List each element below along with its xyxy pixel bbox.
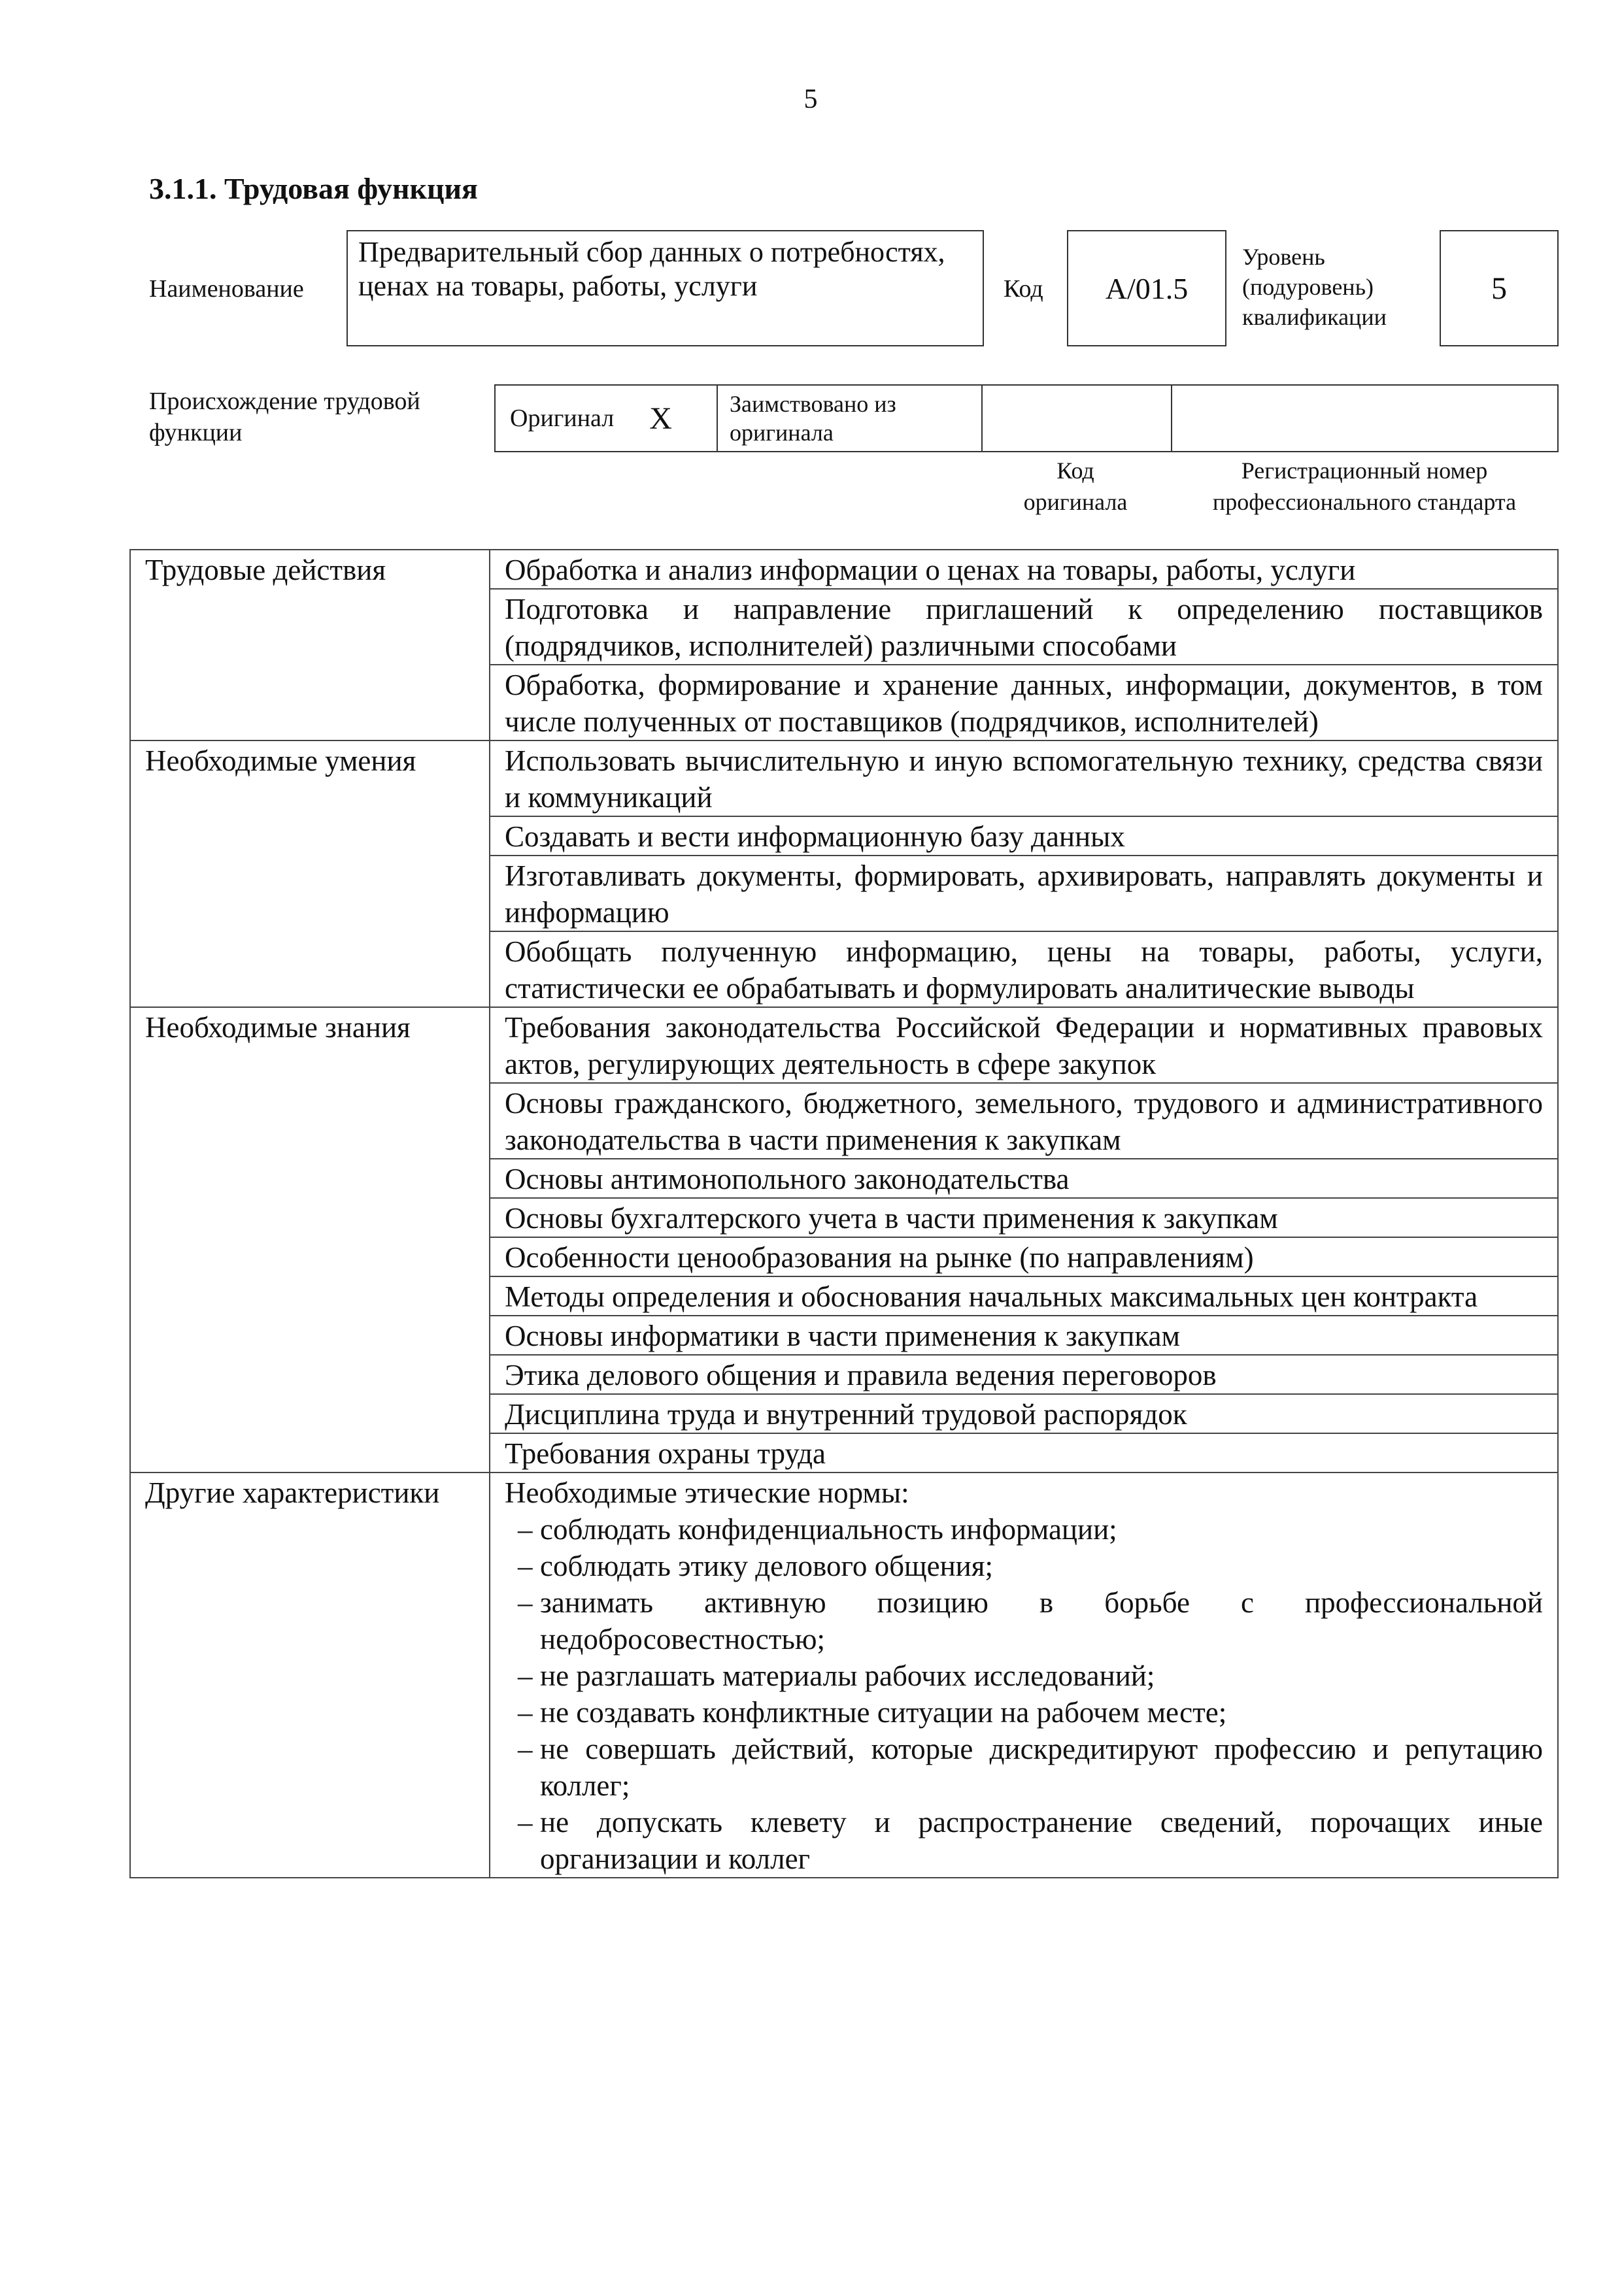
item-cell: Обобщать полученную информацию, цены на товары, работы, услуги, статистически ее обрабатывать и формулировать аналитические выводы [490,931,1558,1007]
level-label-line: Уровень [1242,244,1325,270]
ethics-intro: Необходимые этические нормы: [505,1476,909,1509]
section-title: 3.1.1. Трудовая функция [149,172,478,205]
list-item-text: занимать активную позицию в борьбе с профессиональной недобросовестностью; [540,1586,1543,1655]
origin-borrowed-cell: Заимствовано из оригинала [718,386,983,451]
caption-line: Код [1056,458,1094,484]
item-cell: Использовать вычислительную и иную вспомогательную технику, средства связи и коммуникаций [490,740,1558,816]
list-item [505,1804,1543,1877]
item-cell: Основы бухгалтерского учета в части применения к закупкам [490,1198,1558,1237]
dash-bullet-icon: – [518,1513,533,1546]
dash-bullet-icon: – [518,1586,533,1619]
list-item-text: соблюдать конфиденциальность информации; [540,1513,1117,1546]
item-cell: Обработка и анализ информации о ценах на товары, работы, услуги [490,550,1558,589]
item-cell: Дисциплина труда и внутренний трудовой распорядок [490,1394,1558,1433]
item-cell: Требования охраны труда [490,1433,1558,1472]
item-cell: Основы гражданского, бюджетного, земельного, трудового и административного законодательства в части применения к закупкам [490,1083,1558,1159]
list-item [505,1694,1543,1731]
section-title-cell: Трудовые действия [130,550,490,740]
item-cell: Требования законодательства Российской Федерации и нормативных правовых актов, регулирующих деятельность в сфере закупок [490,1007,1558,1083]
list-item [505,1657,1543,1694]
item-cell: Обработка, формирование и хранение данных, информации, документов, в том числе полученных от поставщиков (подрядчиков, исполнителей) [490,665,1558,740]
item-cell: Подготовка и направление приглашений к определению поставщиков (подрядчиков, исполнителей) различными способами [490,589,1558,665]
origin-original-cell [496,386,718,451]
name-value-box: Предварительный сбор данных о потребностях, ценах на товары, работы, услуги [346,230,984,346]
origin-reg-caption [1170,455,1559,518]
page-number: 5 [803,84,818,114]
item-cell: Основы антимонопольного законодательства [490,1159,1558,1198]
level-value-box: 5 [1440,230,1559,346]
item-cell: Изготавливать документы, формировать, архивировать, направлять документы и информацию [490,856,1558,931]
list-item-text: не допускать клевету и распространение сведений, порочащих иные организации и коллег [540,1806,1543,1875]
dash-bullet-icon: – [518,1806,533,1838]
table-row [130,740,1558,816]
dash-bullet-icon: – [518,1550,533,1582]
list-item-text: соблюдать этику делового общения; [540,1550,993,1582]
caption-line: оригинала [1023,489,1128,515]
table-row [130,1472,1558,1878]
dash-bullet-icon: – [518,1733,533,1765]
name-label: Наименование [149,275,304,303]
list-item-text: не создавать конфликтные ситуации на рабочем месте; [540,1696,1227,1729]
list-item [505,1511,1543,1548]
function-details-table [129,549,1559,1878]
origin-original-label: Оригинал [510,405,615,432]
origin-label: Происхождение трудовой функции [149,388,420,446]
dash-bullet-icon: – [518,1696,533,1729]
table-row [130,550,1558,589]
caption-line: Регистрационный номер [1241,458,1488,484]
caption-line: профессионального стандарта [1212,489,1517,515]
level-label [1242,242,1387,332]
list-item-text: не разглашать материалы рабочих исследований; [540,1659,1155,1692]
code-label: Код [1004,275,1043,303]
origin-reg-number-cell [1172,386,1557,451]
other-characteristics-cell [490,1472,1558,1878]
section-title-cell: Необходимые знания [130,1007,490,1472]
code-value-box: А/01.5 [1067,230,1226,346]
item-cell: Методы определения и обоснования начальных максимальных цен контракта [490,1276,1558,1316]
origin-code-cell [983,386,1172,451]
origin-code-caption [981,455,1170,518]
list-item [505,1584,1543,1657]
list-item [505,1731,1543,1804]
item-cell: Основы информатики в части применения к закупкам [490,1316,1558,1355]
origin-original-mark: X [649,401,672,436]
item-cell: Этика делового общения и правила ведения переговоров [490,1355,1558,1394]
dash-bullet-icon: – [518,1659,533,1692]
section-title-cell: Другие характеристики [130,1472,490,1878]
table-row [130,1007,1558,1083]
list-item [505,1548,1543,1584]
section-title-cell: Необходимые умения [130,740,490,1007]
item-cell: Создавать и вести информационную базу данных [490,816,1558,856]
level-label-line: (подуровень) [1242,274,1374,300]
level-label-line: квалификации [1242,304,1387,330]
list-item-text: не совершать действий, которые дискредитируют профессию и репутацию коллег; [540,1733,1543,1802]
item-cell: Особенности ценообразования на рынке (по направлениям) [490,1237,1558,1276]
origin-table [494,384,1559,452]
